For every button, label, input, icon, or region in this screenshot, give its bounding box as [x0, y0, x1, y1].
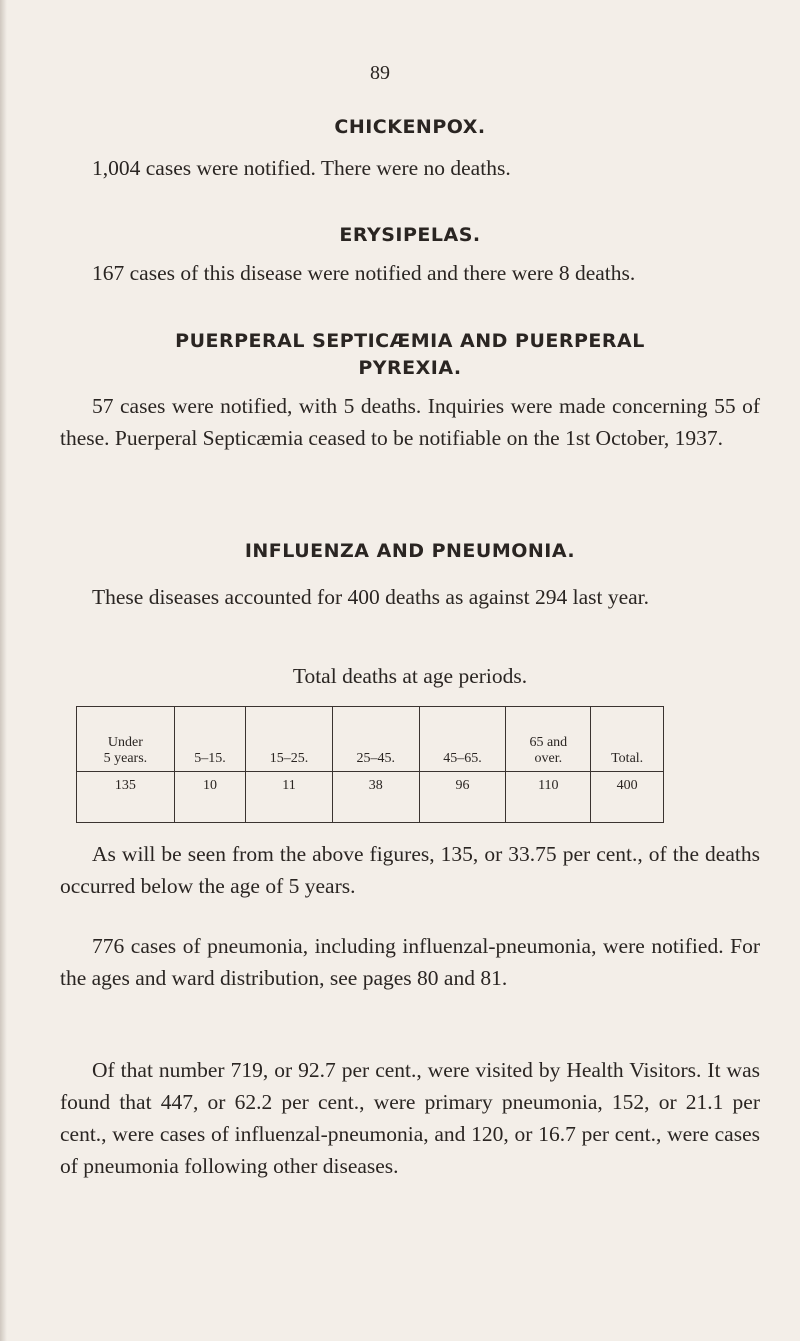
paragraph-erysipelas — [60, 257, 760, 289]
page-edge — [0, 0, 7, 1341]
puerperal-text: 57 cases were notified, with 5 deaths. Inquiries were made concerning 55 of these. Puerperal Septicæmia ceased to be notifiable on the 1st October, 1937. — [60, 394, 760, 450]
paragraph-puerperal — [60, 390, 760, 454]
influenza-text: These diseases accounted for 400 deaths as against 294 last year. — [92, 585, 650, 609]
header-65-over: 65 and over. — [506, 707, 591, 772]
cell-15-25: 11 — [246, 772, 333, 823]
header-25-45: 25–45. — [332, 707, 419, 772]
paragraph-influenza — [60, 581, 760, 613]
paragraph-pneumonia-cases — [60, 930, 760, 994]
health-visitors-text: Of that number 719, or 92.7 per cent., were visited by Health Visitors. It was found that 447, or 62.2 per cent., were primary pneumonia, 152, or 21.1 per cent., were cases of influenzal-pneumonia, and 120, or 16.7 per cent., were cases of pneumonia following other diseases. — [60, 1058, 760, 1178]
paragraph-percentage — [60, 838, 760, 902]
table-row — [77, 772, 664, 823]
header-5-15: 5–15. — [174, 707, 245, 772]
header-under-5: Under 5 years. — [77, 707, 175, 772]
cell-25-45: 38 — [332, 772, 419, 823]
heading-erysipelas: ERYSIPELAS. — [339, 224, 481, 246]
table-caption: Total deaths at age periods. — [292, 664, 528, 688]
paragraph-chickenpox — [60, 152, 760, 184]
header-15-25: 15–25. — [246, 707, 333, 772]
age-periods-table — [76, 706, 664, 823]
cell-under-5: 135 — [77, 772, 175, 823]
cell-total: 400 — [591, 772, 664, 823]
heading-chickenpox: CHICKENPOX. — [334, 116, 486, 138]
cell-5-15: 10 — [174, 772, 245, 823]
cell-65-over: 110 — [506, 772, 591, 823]
table-header-row — [77, 707, 664, 772]
header-total: Total. — [591, 707, 664, 772]
heading-influenza: INFLUENZA AND PNEUMONIA. — [244, 540, 576, 562]
chickenpox-text: 1,004 cases were notified. There were no deaths. — [92, 156, 511, 180]
percentage-text: As will be seen from the above figures, 135, or 33.75 per cent., of the deaths occurred below the age of 5 years. — [60, 842, 760, 898]
erysipelas-text: 167 cases of this disease were notified and there were 8 deaths. — [92, 261, 636, 285]
heading-puerperal-line1: PUERPERAL SEPTICÆMIA AND PUERPERAL — [175, 330, 645, 352]
paragraph-health-visitors — [60, 1054, 760, 1182]
heading-puerperal-line2: PYREXIA. — [358, 357, 462, 379]
pneumonia-cases-text: 776 cases of pneumonia, including influenzal-pneumonia, were notified. For the ages and ward distribution, see pages 80 and 81. — [60, 934, 760, 990]
page-number: 89 — [370, 62, 390, 84]
cell-45-65: 96 — [419, 772, 506, 823]
header-45-65: 45–65. — [419, 707, 506, 772]
